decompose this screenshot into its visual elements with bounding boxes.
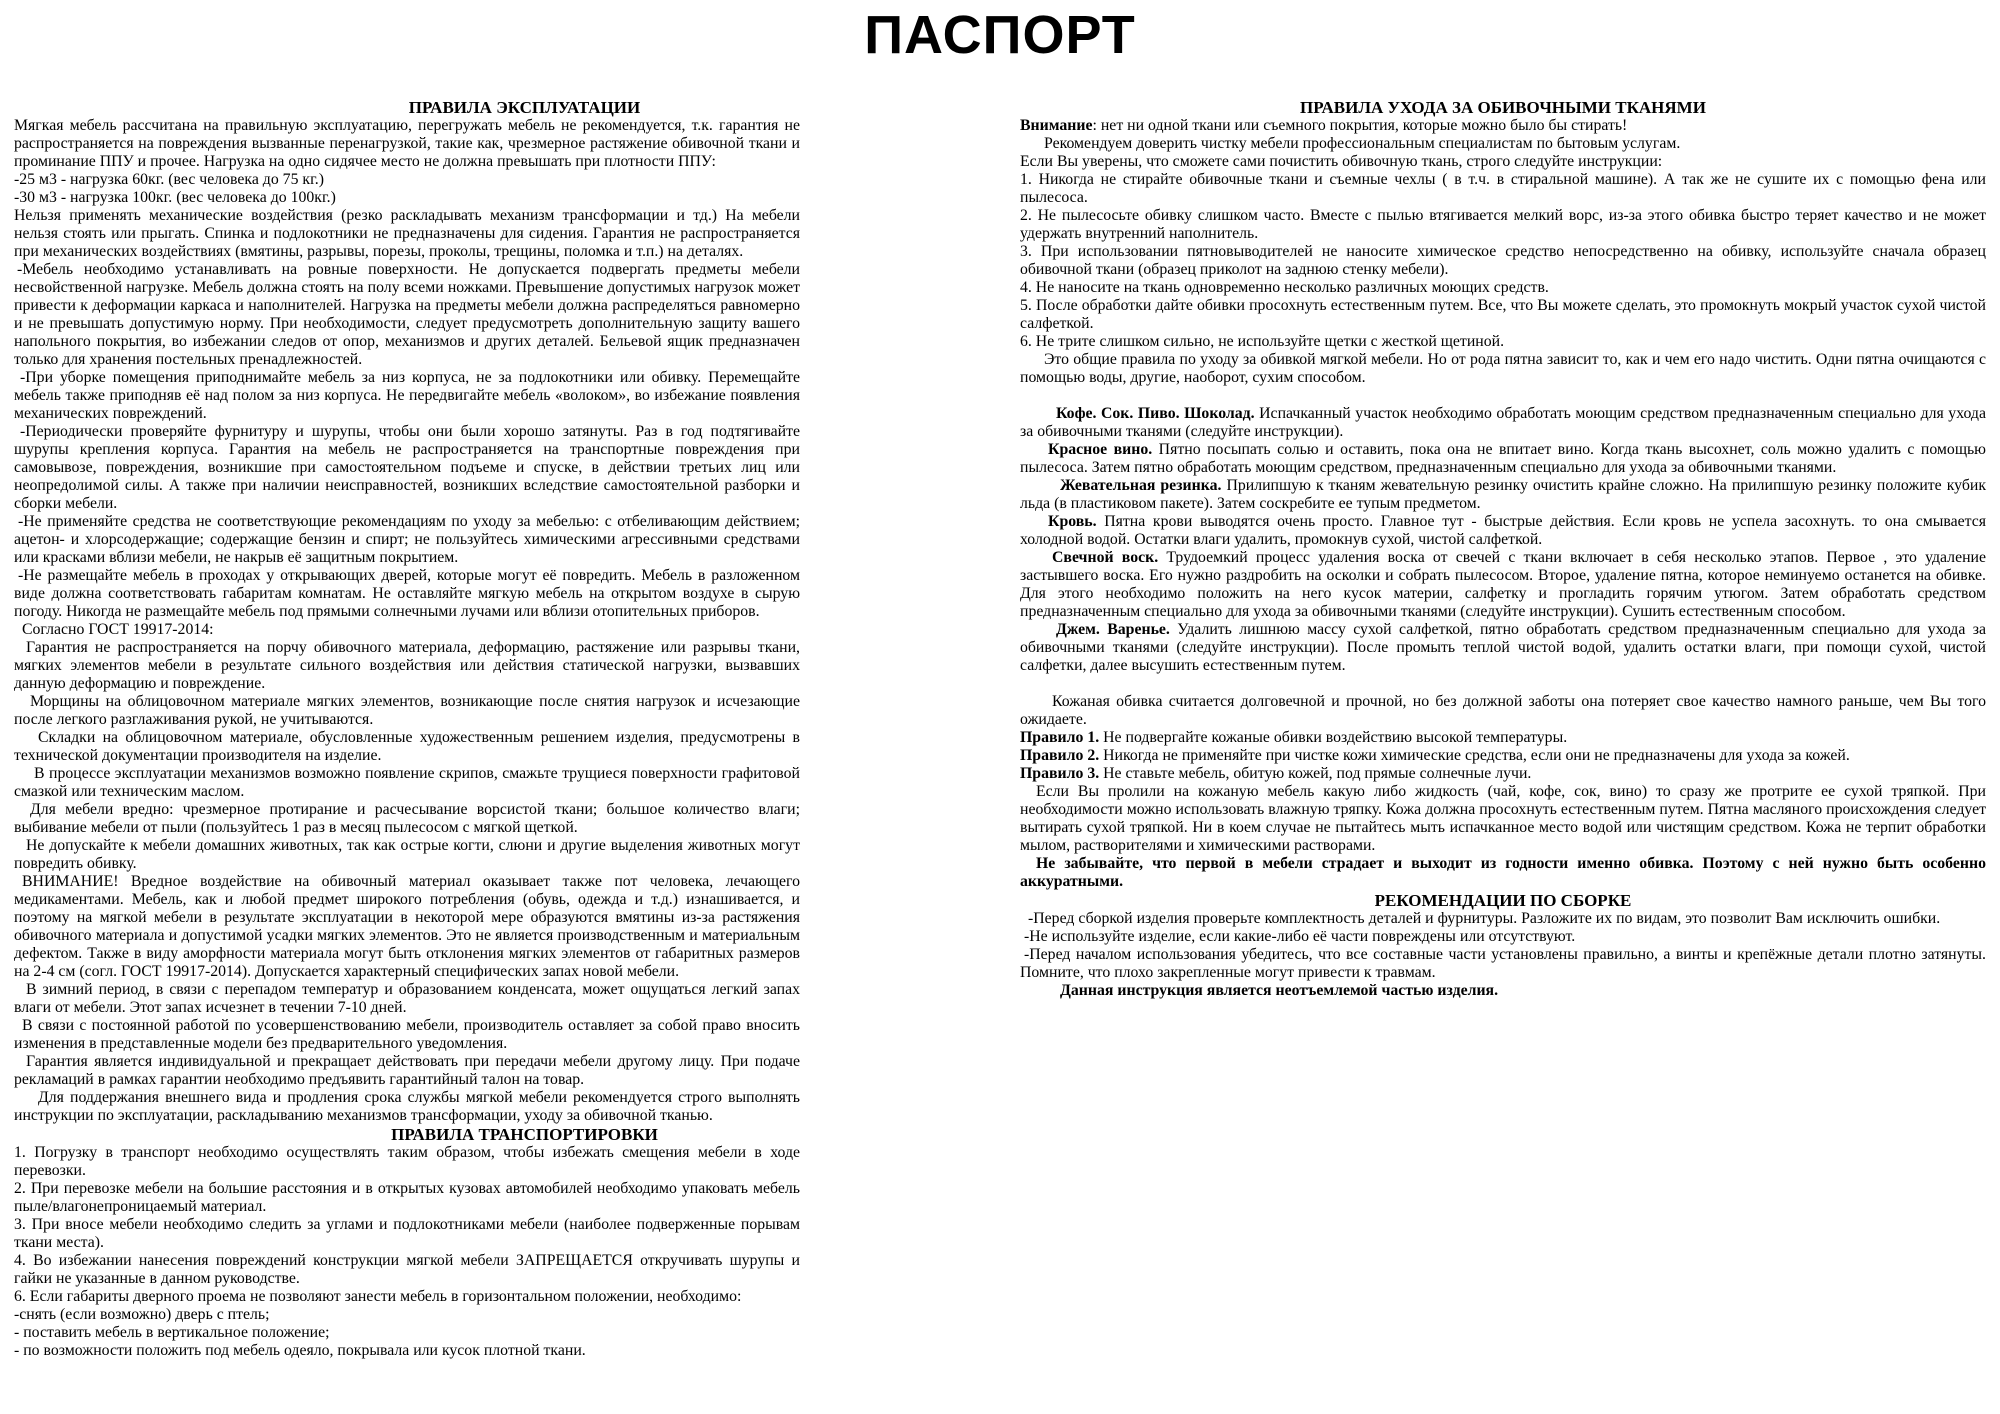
paragraph: -Мебель необходимо устанавливать на ровные поверхности. Не допускается подвергать предметы мебели несвойственной нагрузке. Мебель должна стоять на полу всеми ножками. Превышение допустимых нагрузок может привести к деформации каркаса и наполнителей. Нагрузка на предметы мебели должна распределяться равномерно и не превышать допустимую норму. При необходимости, следует предусмотреть дополнительную защиту вашего напольного покрытия, во избежании следов от опор, механизмов и других деталей. Бельевой ящик предназначен только для хранения постельных пренадлежностей. — [14, 261, 800, 368]
paragraph: Для мебели вредно: чрезмерное протирание и расчесывание ворсистой ткани; большое количество влаги; выбивание мебели от пыли (пользуйтесь 1 раз в месяц пылесосом с мягкой щеткой. — [14, 801, 800, 836]
paragraph: Джем. Варенье. Удалить лишнюю массу сухой салфеткой, пятно обработать средством предназначенным специально для ухода за обивочными тканями (следуйте инструкции). После промыть теплой чистой водой, удалить остатки влаги, при помощи сухой, чистой салфетки, далее высушить естественным путем. — [1020, 621, 1987, 674]
right-column — [1020, 98, 1986, 1000]
paragraph: -При уборке помещения приподнимайте мебель за низ корпуса, не за подлокотники или обивку. Перемещайте мебель также приподняв её над полом за низ корпуса. Не передвигайте мебель «волоком», во избежание появления механических повреждений. — [14, 369, 800, 422]
paragraph: 5. После обработки дайте обивки просохнуть естественным путем. Все, что Вы можете сделать, это промокнуть мокрый участок сухой чистой салфеткой. — [1020, 297, 1986, 332]
paragraph: -25 м3 - нагрузка 60кг. (вес человека до 75 кг.) — [14, 171, 325, 188]
paragraph: -Перед началом использования убедитесь, что все составные части установлены правильно, а винты и крепёжные детали плотно затянуты. Помните, что плохо закрепленные могут привести к травмам. — [1020, 946, 1986, 981]
paragraph: 2. При перевозке мебели на большие расстояния и в открытых кузовах автомобилей необходимо упаковать мебель пыле/влагонепроницаемый материал. — [14, 1180, 800, 1215]
paragraph: -Перед сборкой изделия проверьте комплектность деталей и фурнитуры. Разложите их по видам, это позволит Вам исключить ошибки. — [1028, 910, 1941, 927]
section-heading: ПРАВИЛА ЭКСПЛУАТАЦИИ — [408, 98, 641, 117]
paragraph: 1. Никогда не стирайте обивочные ткани и съемные чехлы ( в т.ч. в стиральной машине). А так же не сушите их с помощью фена или пылесоса. — [1020, 171, 1986, 206]
paragraph: В процессе эксплуатации механизмов возможно появление скрипов, смажьте трущиеся поверхности графитовой смазкой или техническим маслом. — [14, 765, 800, 800]
paragraph: Жевательная резинка. Прилипшую к тканям жевательную резинку очистить крайне сложно. На прилипшую резинку положите кубик льда (в пластиковом пакете). Затем соскребите ее тупым предметом. — [1020, 477, 1986, 512]
paragraph: -Не используйте изделие, если какие-либо её части повреждены или отсутствуют. — [1024, 928, 1576, 945]
paragraph-lead: Свечной воск. — [1052, 549, 1159, 566]
paragraph: 3. При использовании пятновыводителей не наносите химическое средство непосредственно на обивку, используйте сначала образец обивочной ткани (образец приколот на заднюю стенку мебели). — [1020, 243, 1986, 278]
paragraph-lead: Жевательная резинка. — [1060, 477, 1222, 494]
paragraph: -Не размещайте мебель в проходах у открывающих дверей, которые могут её повредить. Мебель в разложенном виде должна соответствовать габаритам комнатам. Не оставляйте мягкую мебель на открытом воздухе в сырую погоду. Никогда не размещайте мебель под прямыми солнечными лучами или вблизи отопительных приборов. — [14, 567, 800, 620]
paragraph: Кровь. Пятна крови выводятся очень просто. Главное тут - быстрые действия. Если кровь не успела засохнуть. то она смывается холодной водой. Остатки влаги удалить, промокнув сухой, чистой салфеткой. — [1020, 513, 1986, 548]
paragraph: -снять (если возможно) дверь с птель; — [14, 1306, 270, 1323]
section-heading: ПРАВИЛА УХОДА ЗА ОБИВОЧНЫМИ ТКАНЯМИ — [1300, 98, 1706, 117]
paragraph: Кожаная обивка считается долговечной и прочной, но без должной заботы она потеряет свое качество намного раньше, чем Вы того ожидаете. — [1020, 693, 1986, 728]
paragraph-lead: Джем. Варенье. — [1056, 621, 1170, 638]
section-heading: РЕКОМЕНДАЦИИ ПО СБОРКЕ — [1374, 891, 1632, 910]
paragraph: -30 м3 - нагрузка 100кг. (вес человека до 100кг.) — [14, 189, 336, 206]
paragraph-lead: Внимание — [1020, 117, 1093, 134]
paragraph: 4. Не наносите на ткань одновременно несколько различных моющих средств. — [1020, 279, 1549, 296]
paragraph: Гарантия является индивидуальной и прекращает действовать при передачи мебели другому лицу. При подаче рекламаций в рамках гарантии необходимо предъявить гарантийный талон на товар. — [14, 1053, 800, 1088]
paragraph-lead: Правило 3. — [1020, 765, 1100, 782]
paragraph: В зимний период, в связи с перепадом температур и образованием конденсата, может ощущаться легкий запах влаги от мебели. Этот запах исчезнет в течении 7-10 дней. — [14, 981, 800, 1016]
paragraph: Для поддержания внешнего вида и продления срока службы мягкой мебели рекомендуется строго выполнять инструкции по эксплуатации, раскладыванию механизмов трансформации, уходу за обивочной тканью. — [14, 1089, 800, 1124]
paragraph: 2. Не пылесосьте обивку слишком часто. Вместе с пылью втягивается мелкий ворс, из-за этого обивка быстро теряет качество и не может удержать внутренний наполнитель. — [1020, 207, 1986, 242]
paragraph: Согласно ГОСТ 19917-2014: — [22, 621, 214, 638]
paragraph: 4. Во избежании нанесения повреждений конструкции мягкой мебели ЗАПРЕЩАЕТСЯ откручивать шурупы и гайки не указанные в данном руководстве. — [14, 1252, 800, 1287]
paragraph: Это общие правила по уходу за обивкой мягкой мебели. Но от рода пятна зависит то, как и чем его надо чистить. Одни пятна очищаются с помощью воды, другие, наоборот, сухим способом. — [1020, 351, 1986, 386]
paragraph: 6. Не трите слишком сильно, не используйте щетки с жесткой щетиной. — [1020, 333, 1505, 350]
paragraph: - поставить мебель в вертикальное положение; — [14, 1324, 330, 1341]
paragraph-lead: Кровь. — [1048, 513, 1097, 530]
paragraph: Морщины на облицовочном материале мягких элементов, возникающие после снятия нагрузок и исчезающие после легкого разглаживания рукой, не учитываются. — [14, 693, 800, 728]
document-title: ПАСПОРТ — [864, 5, 1136, 65]
paragraph: Складки на облицовочном материале, обусловленные художественным решением изделия, предусмотрены в технической документации производителя на изделие. — [14, 729, 800, 764]
paragraph: Свечной воск. Трудоемкий процесс удаления воска от свечей с ткани включает в себя несколько этапов. Первое , это удаление застывшего воска. Его нужно раздробить на осколки и собрать пылесосом. Второе, удаление пятна, которое неминуемо останется на обивке. Для этого необходимо положить на него кусок материи, салфетку и прогладить горячим утюгом. Затем обработать средством предназначенным специально для ухода за обивочными тканями (следуйте инструкции). Сушить естественным способом. — [1020, 549, 1986, 620]
paragraph: Внимание: нет ни одной ткани или съемного покрытия, которые можно было бы стирать! — [1020, 117, 1628, 134]
paragraph: Мягкая мебель рассчитана на правильную эксплуатацию, перегружать мебель не рекомендуется, т.к. гарантия не распространяется на повреждения вызванные перенагрузкой, такие как, чрезмерное растяжение обивочной ткани и проминание ППУ и прочее. Нагрузка на одно сидячее место не должна превышать при плотности ППУ: — [14, 117, 800, 170]
paragraph: Не допускайте к мебели домашних животных, так как острые когти, слюни и другие выделения животных могут повредить обивку. — [14, 837, 800, 872]
paragraph: Не забывайте, что первой в мебели страдает и выходит из годности именно обивка. Поэтому с ней нужно быть особенно аккуратными. — [1020, 855, 1986, 890]
paragraph: Нельзя применять механические воздействия (резко раскладывать механизм трансформации и тд.) На мебели нельзя стоять или прыгать. Спинка и подлокотники не предназначены для сидения. Гарантия не распространяется при механических воздействиях (вмятины, разрывы, порезы, проколы, трещины, поломка и т.п.) на деталях. — [14, 207, 800, 260]
paragraph: Кофе. Сок. Пиво. Шоколад. Испачканный участок необходимо обработать моющим средством предназначенным специально для ухода за обивочными тканями (следуйте инструкции). — [1020, 405, 1986, 440]
paragraph: Если Вы пролили на кожаную мебель какую либо жидкость (чай, кофе, сок, вино) то сразу же протрите ее сухой тряпкой. При необходимости можно использовать влажную тряпку. Кожа должна просохнуть естественным путем. Пятна масляного происхождения следует вытирать сухой тряпкой. Ни в коем случае не пытайтесь мыть испачканное место водой или чистящим средством. Кожа не терпит обработки мылом, растворителями и химическими растворами. — [1020, 783, 1986, 854]
paragraph: Если Вы уверены, что сможете сами почистить обивочную ткань, строго следуйте инструкции: — [1020, 153, 1663, 170]
paragraph: Правило 3. Не ставьте мебель, обитую кожей, под прямые солнечные лучи. — [1020, 765, 1532, 782]
left-column — [14, 98, 800, 1360]
paragraph: -Не применяйте средства не соответствующие рекомендациям по уходу за мебелью: с отбеливающим действием; ацетон- и хлорсодержащие; содержащие бензин и спирт; не пользуйтесь химическими агрессивными средствами или красками вблизи мебели, не накрыв её защитным покрытием. — [14, 513, 800, 566]
paragraph-lead: Правило 2. — [1020, 747, 1100, 764]
paragraph: - по возможности положить под мебель одеяло, покрывала или кусок плотной ткани. — [14, 1342, 586, 1359]
paragraph: Данная инструкция является неотъемлемой частью изделия. — [1060, 982, 1499, 999]
paragraph-lead: Красное вино. — [1048, 441, 1153, 458]
paragraph: 1. Погрузку в транспорт необходимо осуществлять таким образом, чтобы избежать смещения мебели в ходе перевозки. — [14, 1144, 800, 1179]
paragraph: 3. При вносе мебели необходимо следить за углами и подлокотниками мебели (наиболее подверженные порывам ткани места). — [14, 1216, 800, 1251]
paragraph: Рекомендуем доверить чистку мебели профессиональным специалистам по бытовым услугам. — [1044, 135, 1681, 152]
paragraph: ВНИМАНИЕ! Вредное воздействие на обивочный материал оказывает также пот человека, лечающего медикаментами. Мебель, как и любой предмет широкого потребления (обувь, одежда и т.д.) изнашивается, и поэтому на мягкой мебели в результате эксплуатации в некоторой мере образуются вмятины из-за растяжения обивочного материала и допустимой усадки мягких элементов. Это не является производственным и материальным дефектом. Также в виду аморфности материала могут быть отклонения мягких элементов от габаритных размеров на 2-4 см (согл. ГОСТ 19917-2014). Допускается характерный специфических запах новой мебели. — [14, 873, 800, 980]
paragraph: -Периодически проверяйте фурнитуру и шурупы, чтобы они были хорошо затянуты. Раз в год подтягивайте шурупы крепления корпуса. Гарантия на мебель не распространяется на транспортные повреждения при самовывозе, повреждения, возникшие при самостоятельном подъеме и спуске, в действии третьих лиц или неопредолимой силы. А также при наличии неисправностей, возникших вследствие самостоятельной разборки и сборки мебели. — [14, 423, 800, 512]
paragraph-lead: Правило 1. — [1020, 729, 1100, 746]
paragraph: Красное вино. Пятно посыпать солью и оставить, пока она не впитает вино. Когда ткань высохнет, соль можно удалить с помощью пылесоса. Затем пятно обработать моющим средством, предназначенным специально для ухода за обивочными тканями. — [1020, 441, 1986, 476]
paragraph: Правило 2. Никогда не применяйте при чистке кожи химические средства, если они не предназначены для ухода за кожей. — [1020, 747, 1850, 764]
paragraph: В связи с постоянной работой по усовершенствованию мебели, производитель оставляет за собой право вносить изменения в представленные модели без предварительного уведомления. — [14, 1017, 800, 1052]
paragraph-lead: Кофе. Сок. Пиво. Шоколад. — [1056, 405, 1255, 422]
paragraph: Гарантия не распространяется на порчу обивочного материала, деформацию, растяжение или разрывы ткани, мягких элементов мебели в результате сильного воздействия или действия статической нагрузки, вызвавших данную деформацию и повреждение. — [14, 639, 800, 692]
section-heading: ПРАВИЛА ТРАНСПОРТИРОВКИ — [391, 1125, 658, 1144]
paragraph: Правило 1. Не подвергайте кожаные обивки воздействию высокой температуры. — [1020, 729, 1568, 746]
paragraph: 6. Если габариты дверного проема не позволяют занести мебель в горизонтальном положении, необходимо: — [14, 1288, 742, 1305]
